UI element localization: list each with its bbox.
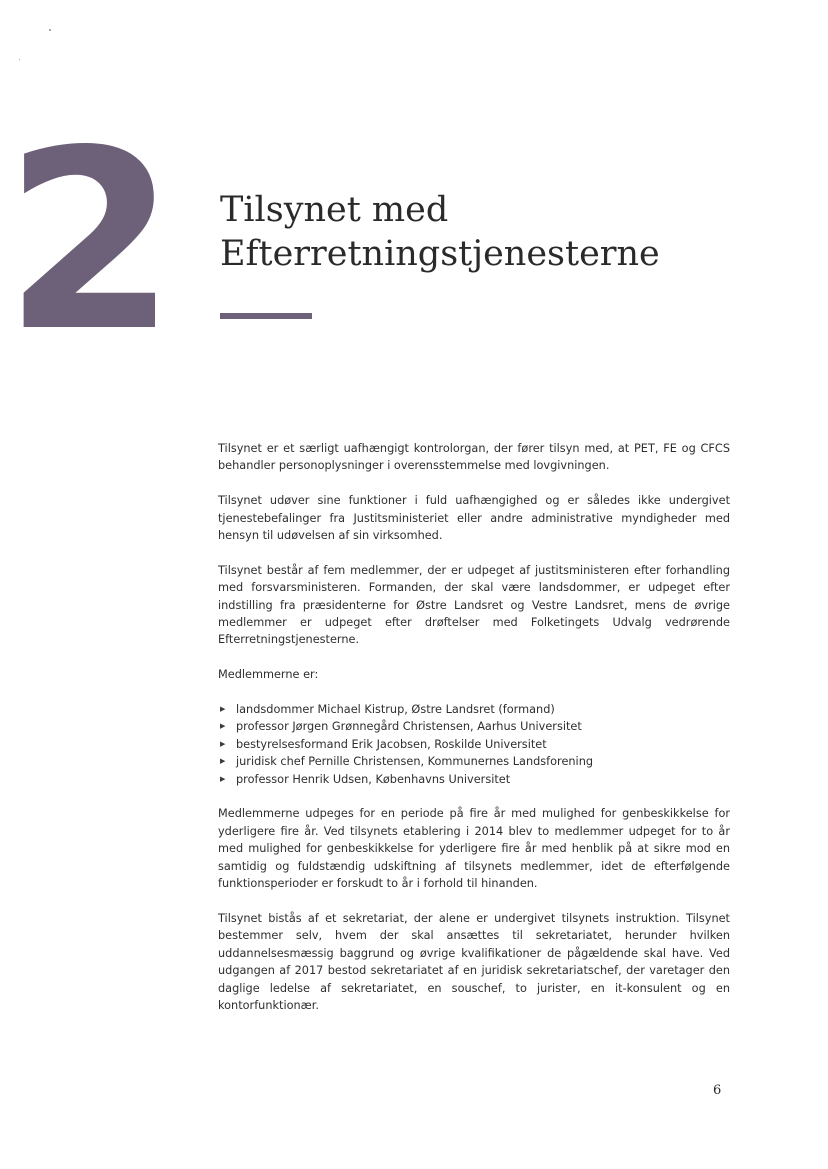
member-text: professor Henrik Udsen, Københavns Universitet xyxy=(236,772,511,786)
body-text xyxy=(218,440,730,1032)
list-item xyxy=(218,771,730,788)
paragraph-composition: Tilsynet består af fem medlemmer, der er udpeget af justitsministeren efter forhandling med forsvarsministeren. Formanden, der skal være landsdommer, er udpeget efter indstilling fra præsidenterne for Østre Landsret og Vestre Landsret, mens de øvrige medlemmer er udpeget efter drøftelser med Folketingets Udvalg vedrørende Efterretningstjenesterne. xyxy=(218,563,730,647)
chapter-title-line-2: Efterretningstjenesterne xyxy=(220,234,660,274)
paragraph-intro: Tilsynet er et særligt uafhængigt kontrolorgan, der fører tilsyn med, at PET, FE og CFCS behandler personoplysninger i overensstemmelse med lovgivningen. xyxy=(218,442,730,473)
paragraph-terms: Medlemmerne udpeges for en periode på fire år med mulighed for genbeskikkelse for yderligere fire år. Ved tilsynets etablering i 2014 blev to medlemmer udpeget for to år med mulighed for genbeskikkelse for yderligere fire år med henblik på at sikre mod en samtidig og fuldstændig udskiftning af tilsynets medlemmer, idet de efterfølgende funktionsperioder er forskudt to år i forhold til hinanden. xyxy=(218,807,730,891)
list-item xyxy=(218,718,730,735)
list-item xyxy=(218,753,730,770)
triangle-bullet-icon: ▶ xyxy=(220,705,226,714)
paragraph-secretariat: Tilsynet bistås af et sekretariat, der alene er undergivet tilsynets instruktion. Tilsynet bestemmer selv, hvem der skal ansættes til sekretariatet, herunder hvilken uddannelsesmæssig baggrund og øvrige kvalifikationer de pågældende skal have. Ved udgangen af 2017 bestod sekretariatet af en juridisk sekretariatschef, der varetager den daglige ledelse af sekretariatet, en souschef, to jurister, en it-konsulent og en kontorfunktionær. xyxy=(218,911,730,1012)
members-list xyxy=(218,701,730,788)
scan-speck xyxy=(19,59,20,60)
scan-speck xyxy=(49,29,51,31)
chapter-number: 2 xyxy=(4,98,173,386)
paragraph-members-heading: Medlemmerne er: xyxy=(218,668,319,682)
chapter-title xyxy=(220,188,800,276)
triangle-bullet-icon: ▶ xyxy=(220,739,226,748)
member-text: landsdommer Michael Kistrup, Østre Landsret (formand) xyxy=(236,703,555,717)
triangle-bullet-icon: ▶ xyxy=(220,722,226,731)
chapter-title-line-1: Tilsynet med xyxy=(220,190,449,230)
member-text: bestyrelsesformand Erik Jacobsen, Roskilde Universitet xyxy=(236,737,547,751)
list-item xyxy=(218,736,730,753)
paragraph-independence: Tilsynet udøver sine funktioner i fuld uafhængighed og er således ikke undergivet tjenestebefalinger fra Justitsministeriet eller andre administrative myndigheder med hensyn til udøvelsen af sin virksomhed. xyxy=(218,494,730,543)
triangle-bullet-icon: ▶ xyxy=(220,774,226,783)
page-number: 6 xyxy=(713,1083,722,1098)
title-underline-rule xyxy=(220,313,312,319)
member-text: juridisk chef Pernille Christensen, Kommunernes Landsforening xyxy=(236,755,594,769)
list-item xyxy=(218,701,730,718)
member-text: professor Jørgen Grønnegård Christensen, Aarhus Universitet xyxy=(236,720,582,734)
triangle-bullet-icon: ▶ xyxy=(220,757,226,766)
